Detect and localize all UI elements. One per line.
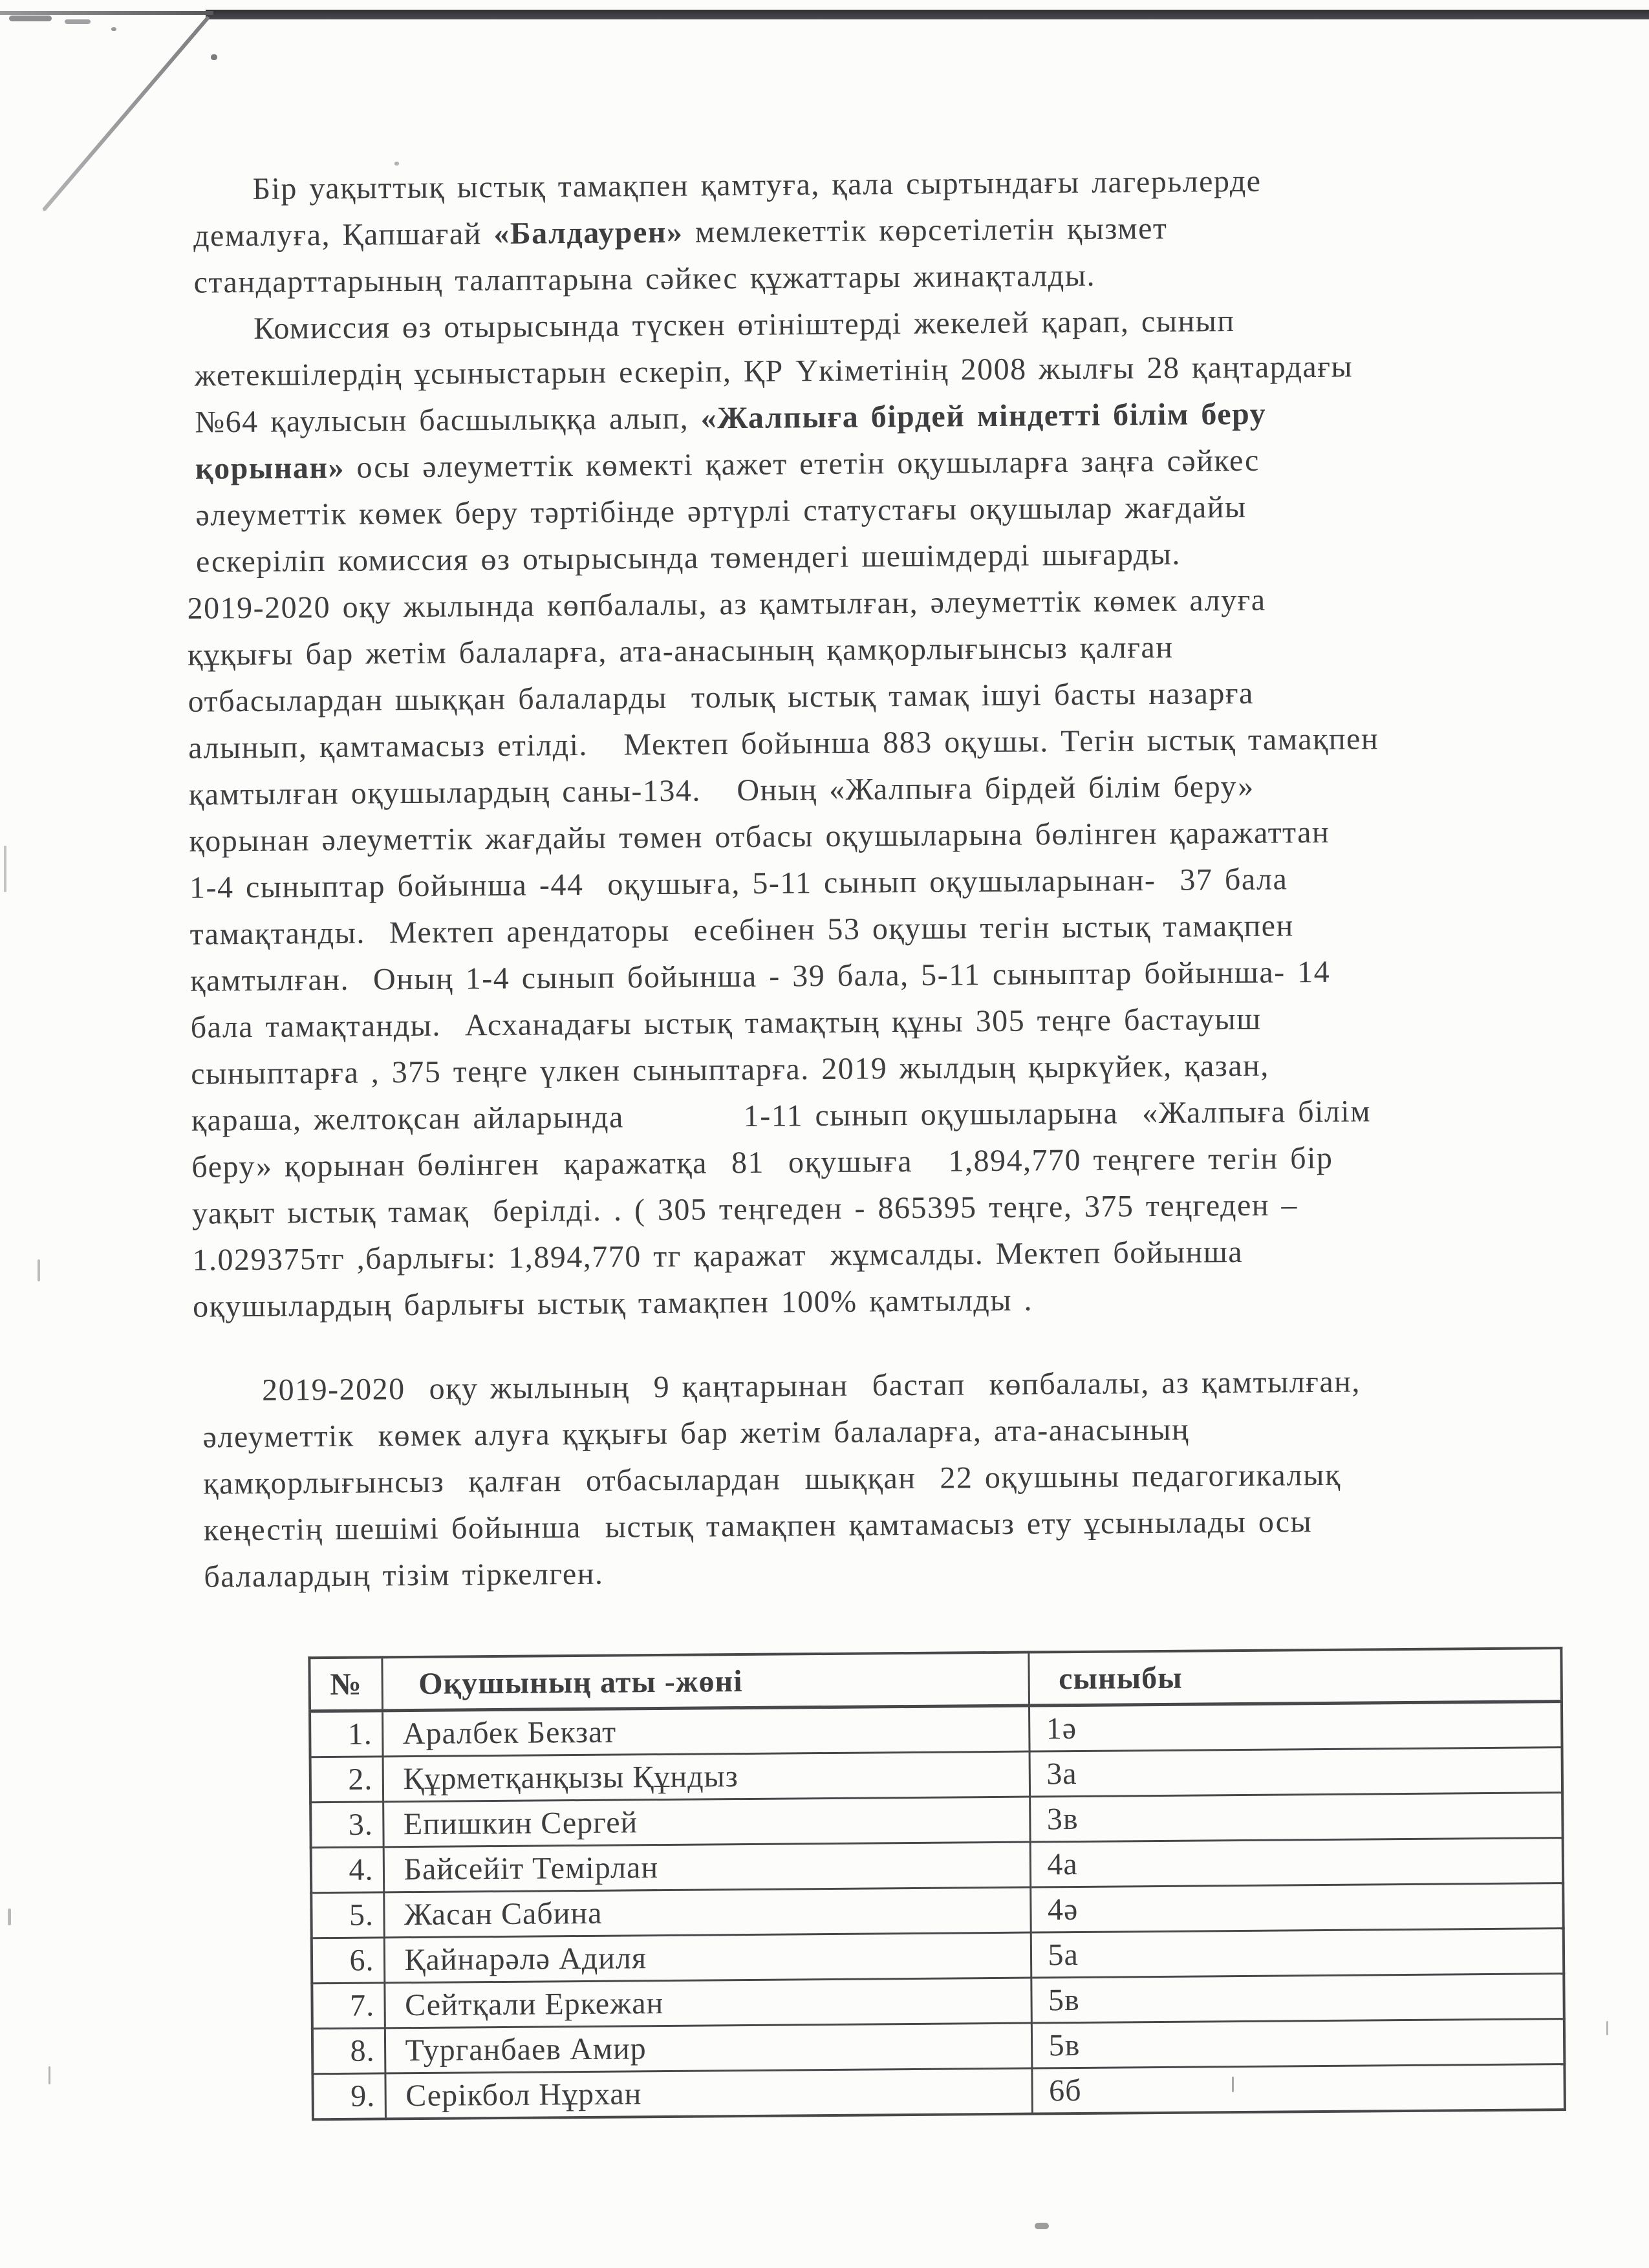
text-segment: құқығы бар жетім балаларға, ата-анасының қамқорлығынсыз қалған	[187, 630, 1174, 672]
cell-name: Жасан Сабина	[383, 1887, 1031, 1938]
text-segment: әлеуметтік көмек беру тәртібінде әртүрлі статустағы оқушылар жағдайы	[195, 489, 1247, 533]
cell-name: Серікбол Нұрхан	[385, 2068, 1032, 2119]
text-segment: қамтылған. Оның 1-4 сынып бойынша - 39 бала, 5-11 сыныптар бойынша- 14	[189, 954, 1331, 998]
cell-grade: 3в	[1029, 1793, 1563, 1842]
cell-num: 7.	[312, 1983, 385, 2029]
cell-name: Құрметқанқызы Құндыз	[383, 1751, 1030, 1802]
text-segment: жетекшілердің ұсыныстарын ескеріп, ҚР Үкіметінің 2008 жылғы 28 қаңтардағы	[194, 349, 1353, 393]
bold-text-segment: «Балдаурен»	[493, 215, 684, 251]
text-segment: сыныптарға , 375 теңге үлкен сыныптарға. 2019 жылдың қыркүйек, қазан,	[191, 1048, 1269, 1091]
cell-num: 9.	[312, 2073, 385, 2119]
text-segment: қараша, желтоқсан айларында 1-11 сынып оқушыларына «Жалпыға білім	[191, 1094, 1372, 1138]
students-table	[308, 1647, 1566, 2121]
cell-num: 1.	[310, 1711, 383, 1757]
text-segment: мемлекеттік көрсетілетін қызмет	[683, 211, 1168, 250]
text-segment: алынып, қамтамасыз етілді. Мектеп бойынша 883 оқушы. Тегін ыстық тамақпен	[188, 722, 1379, 765]
text-segment: демалуға, Қапшағай	[193, 216, 494, 253]
cell-grade: 3а	[1029, 1748, 1563, 1797]
students-table-header	[309, 1648, 1562, 1711]
text-segment: 1.029375тг ,барлығы: 1,894,770 тг қаражат жұмсалды. Мектеп бойынша	[192, 1234, 1244, 1278]
cell-name: Сейтқали Еркежан	[384, 1978, 1031, 2028]
text-segment: стандарттарының талаптарына сәйкес құжаттары жинақталды.	[193, 258, 1096, 300]
paragraph-2	[194, 295, 1528, 585]
cell-num: 5.	[311, 1892, 384, 1938]
cell-grade: 5в	[1031, 2019, 1565, 2068]
text-segment: 2019-2020 оқу жылында көпбалалы, аз қамтылған, әлеуметтік көмек алуға	[187, 583, 1266, 626]
cell-num: 6.	[312, 1938, 385, 1984]
cell-name: Байсейіт Темірлан	[383, 1842, 1031, 1892]
bold-text-segment: «Жалпыға бірдей міндетті білім беру	[700, 396, 1267, 436]
cell-grade: 5а	[1031, 1929, 1564, 1978]
cell-grade: 4а	[1030, 1838, 1564, 1887]
text-segment: қамтылған оқушылардың саны-134. Оның «Жалпыға бірдей білім беру»	[188, 769, 1255, 812]
paragraph-1	[193, 156, 1526, 306]
cell-grade: 1ә	[1029, 1702, 1562, 1751]
header-cell-num: №	[309, 1657, 382, 1711]
text-segment: әлеуметтік көмек алуға құқығы бар жетім балаларға, ата-анасының	[202, 1412, 1190, 1455]
text-segment: осы әлеуметтік көмекті қажет ететін оқушыларға заңға сәйкес	[344, 443, 1260, 485]
text-segment: Комиссия өз отырысында түскен өтініштерді жекелей қарап, сынып	[253, 303, 1235, 346]
header-cell-grade: сыныбы	[1028, 1648, 1562, 1706]
text-segment: қамқорлығынсыз қалған отбасылардан шыққан 22 оқушыны педагогикалық	[203, 1457, 1341, 1501]
students-table-body	[310, 1702, 1565, 2120]
text-segment: қорынан әлеуметтік жағдайы төмен отбасы оқушыларына бөлінген қаражаттан	[189, 815, 1330, 859]
cell-name: Қайнарәлә Адиля	[384, 1932, 1031, 1983]
text-segment: уақыт ыстық тамақ берілді. . ( 305 теңгеден - 865395 теңге, 375 теңгеден –	[191, 1188, 1299, 1231]
text-segment: тамақтанды. Мектеп арендаторы есебінен 53 оқушы тегін ыстық тамақпен	[189, 908, 1294, 952]
cell-num: 2.	[310, 1757, 383, 1803]
text-segment: ескеріліп комиссия өз отырысында төмендегі шешімдерді шығарды.	[195, 537, 1181, 579]
text-segment: 2019-2020 оқу жылының 9 қаңтарынан бастап көпбалалы, аз қамтылған,	[261, 1364, 1361, 1407]
cell-grade: 6б	[1031, 2064, 1565, 2114]
cell-name: Аралбек Бекзат	[382, 1706, 1029, 1757]
cell-name: Турганбаев Амир	[385, 2023, 1032, 2073]
text-segment: оқушылардың барлығы ыстық тамақпен 100% қамтылды .	[192, 1283, 1033, 1324]
text-line	[204, 1543, 1536, 1600]
paragraph-3	[187, 575, 1534, 1330]
cell-grade: 5в	[1031, 1974, 1564, 2023]
text-line	[193, 1273, 1535, 1330]
cell-num: 4.	[311, 1847, 384, 1893]
cell-num: 8.	[312, 2028, 385, 2074]
header-cell-name: Оқушының аты -жөні	[382, 1653, 1029, 1711]
text-segment: бала тамақтанды. Асханадағы ыстық тамақтың құны 305 теңге бастауыш	[190, 1001, 1262, 1045]
text-segment: Бір уақыттық ыстық тамақпен қамтуға, қала сыртындағы лагерьлерде	[252, 164, 1262, 206]
document-text	[187, 156, 1536, 1600]
cell-grade: 4ә	[1030, 1883, 1564, 1932]
table-header-row	[309, 1648, 1562, 1711]
cell-name: Епишкин Сергей	[383, 1797, 1030, 1847]
paragraph-4	[202, 1357, 1536, 1600]
bold-text-segment: қорынан»	[195, 450, 345, 486]
text-segment: беру» қорынан бөлінген қаражатқа 81 оқушыға 1,894,770 теңгеге тегін бір	[191, 1140, 1333, 1184]
text-segment: №64 қаулысын басшылыққа алып,	[195, 401, 701, 440]
text-segment: кеңестің шешімі бойынша ыстық тамақпен қамтамасыз ету ұсынылады осы	[203, 1504, 1313, 1548]
text-segment: балалардың тізім тіркелген.	[204, 1556, 604, 1594]
text-segment: 1-4 сыныптар бойынша -44 оқушыға, 5-11 сынып оқушыларынан- 37 бала	[189, 862, 1288, 905]
cell-num: 3.	[310, 1802, 383, 1848]
text-segment: отбасылардан шыққан балаларды толық ыстық тамақ ішуі басты назарға	[188, 676, 1255, 719]
table-row	[312, 2064, 1564, 2120]
